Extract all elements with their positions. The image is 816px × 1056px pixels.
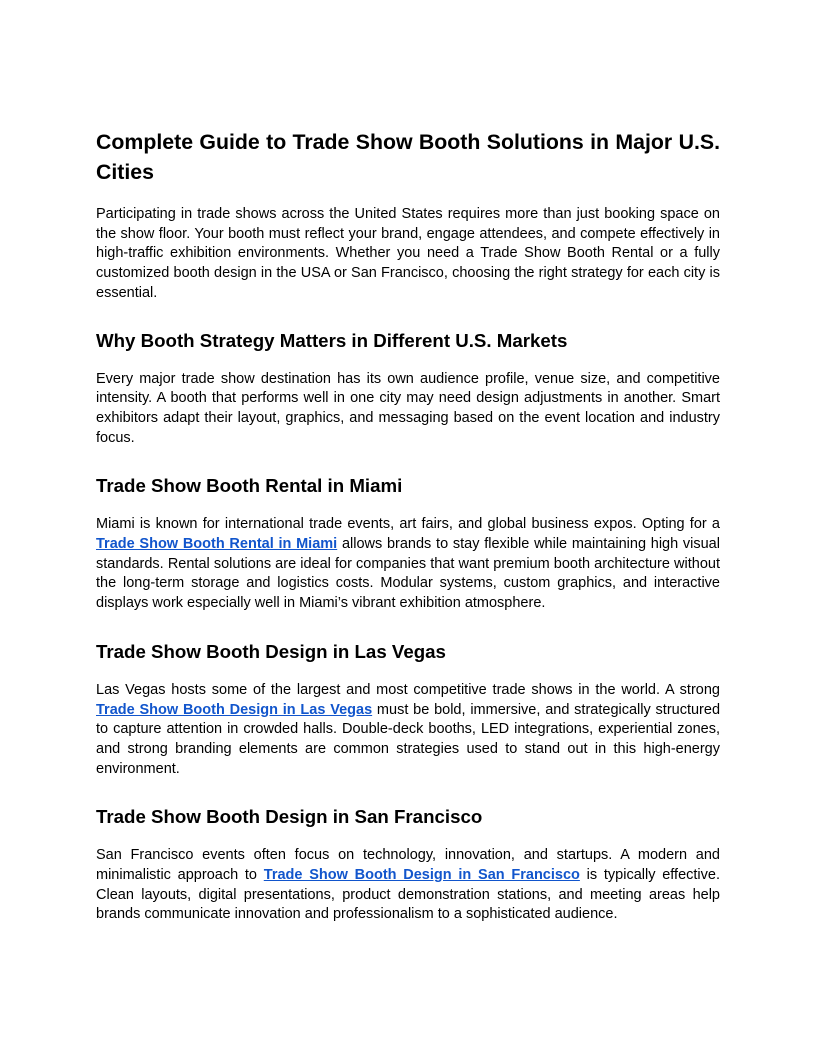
section-miami [96,474,720,614]
page-title: Complete Guide to Trade Show Booth Solutions in Major U.S. Cities [96,130,720,184]
paragraph-text-after: allows brands to stay flexible while maintaining high visual standards. Rental solutions are ideal for companies that want premium booth architecture without the long-term storage and logistics costs. Modular systems, custom graphics, and interactive displays work especially well in Miami’s vibrant exhibition atmosphere. [96,536,720,612]
section-las-vegas [96,640,720,780]
section-paragraph [96,846,720,925]
intro-section [96,205,720,304]
section-san-francisco [96,805,720,925]
san-francisco-design-link[interactable]: Trade Show Booth Design in San Francisco [263,867,580,884]
section-paragraph [96,515,720,614]
section-heading: Why Booth Strategy Matters in Different U.S. Markets [96,329,568,351]
section-heading: Trade Show Booth Design in San Francisco [96,806,483,828]
las-vegas-design-link[interactable]: Trade Show Booth Design in Las Vegas [96,701,373,718]
intro-paragraph: Participating in trade shows across the United States requires more than just booking space on the show floor. Your booth must reflect your brand, engage attendees, and compete effectively in high-traffic exhibition environments. Whether you need a Trade Show Booth Rental or a fully customized booth design in the USA or San Francisco, choosing the right strategy for each city is essential. [96,206,720,301]
section-paragraph: Every major trade show destination has its own audience profile, venue size, and competitive intensity. A booth that performs well in one city may need design adjustments in another. Smart exhibitors adapt their layout, graphics, and messaging based on the event location and industry focus. [96,370,720,446]
document-page [96,127,720,951]
section-heading: Trade Show Booth Rental in Miami [96,475,403,497]
miami-rental-link[interactable]: Trade Show Booth Rental in Miami [96,536,338,553]
section-booth-strategy [96,329,720,449]
paragraph-text-before: Las Vegas hosts some of the largest and most competitive trade shows in the world. A strong [96,681,720,698]
paragraph-text-before: Miami is known for international trade events, art fairs, and global business expos. Opting for a [96,516,720,533]
section-paragraph [96,681,720,780]
section-heading: Trade Show Booth Design in Las Vegas [96,640,446,662]
paragraph-text-before: San Francisco events often focus on technology, innovation, and startups. A modern and minimalistic approach to [96,847,720,884]
paragraph-text-after: must be bold, immersive, and strategically structured to capture attention in crowded halls. Double-deck booths, LED integrations, experiential zones, and strong branding elements are common strategies used to stand out in this high-energy environment. [96,701,721,777]
paragraph-text-after: is typically effective. Clean layouts, digital presentations, product demonstration stations, and meeting areas help brands communicate innovation and professionalism to a sophisticated audience. [96,867,720,923]
